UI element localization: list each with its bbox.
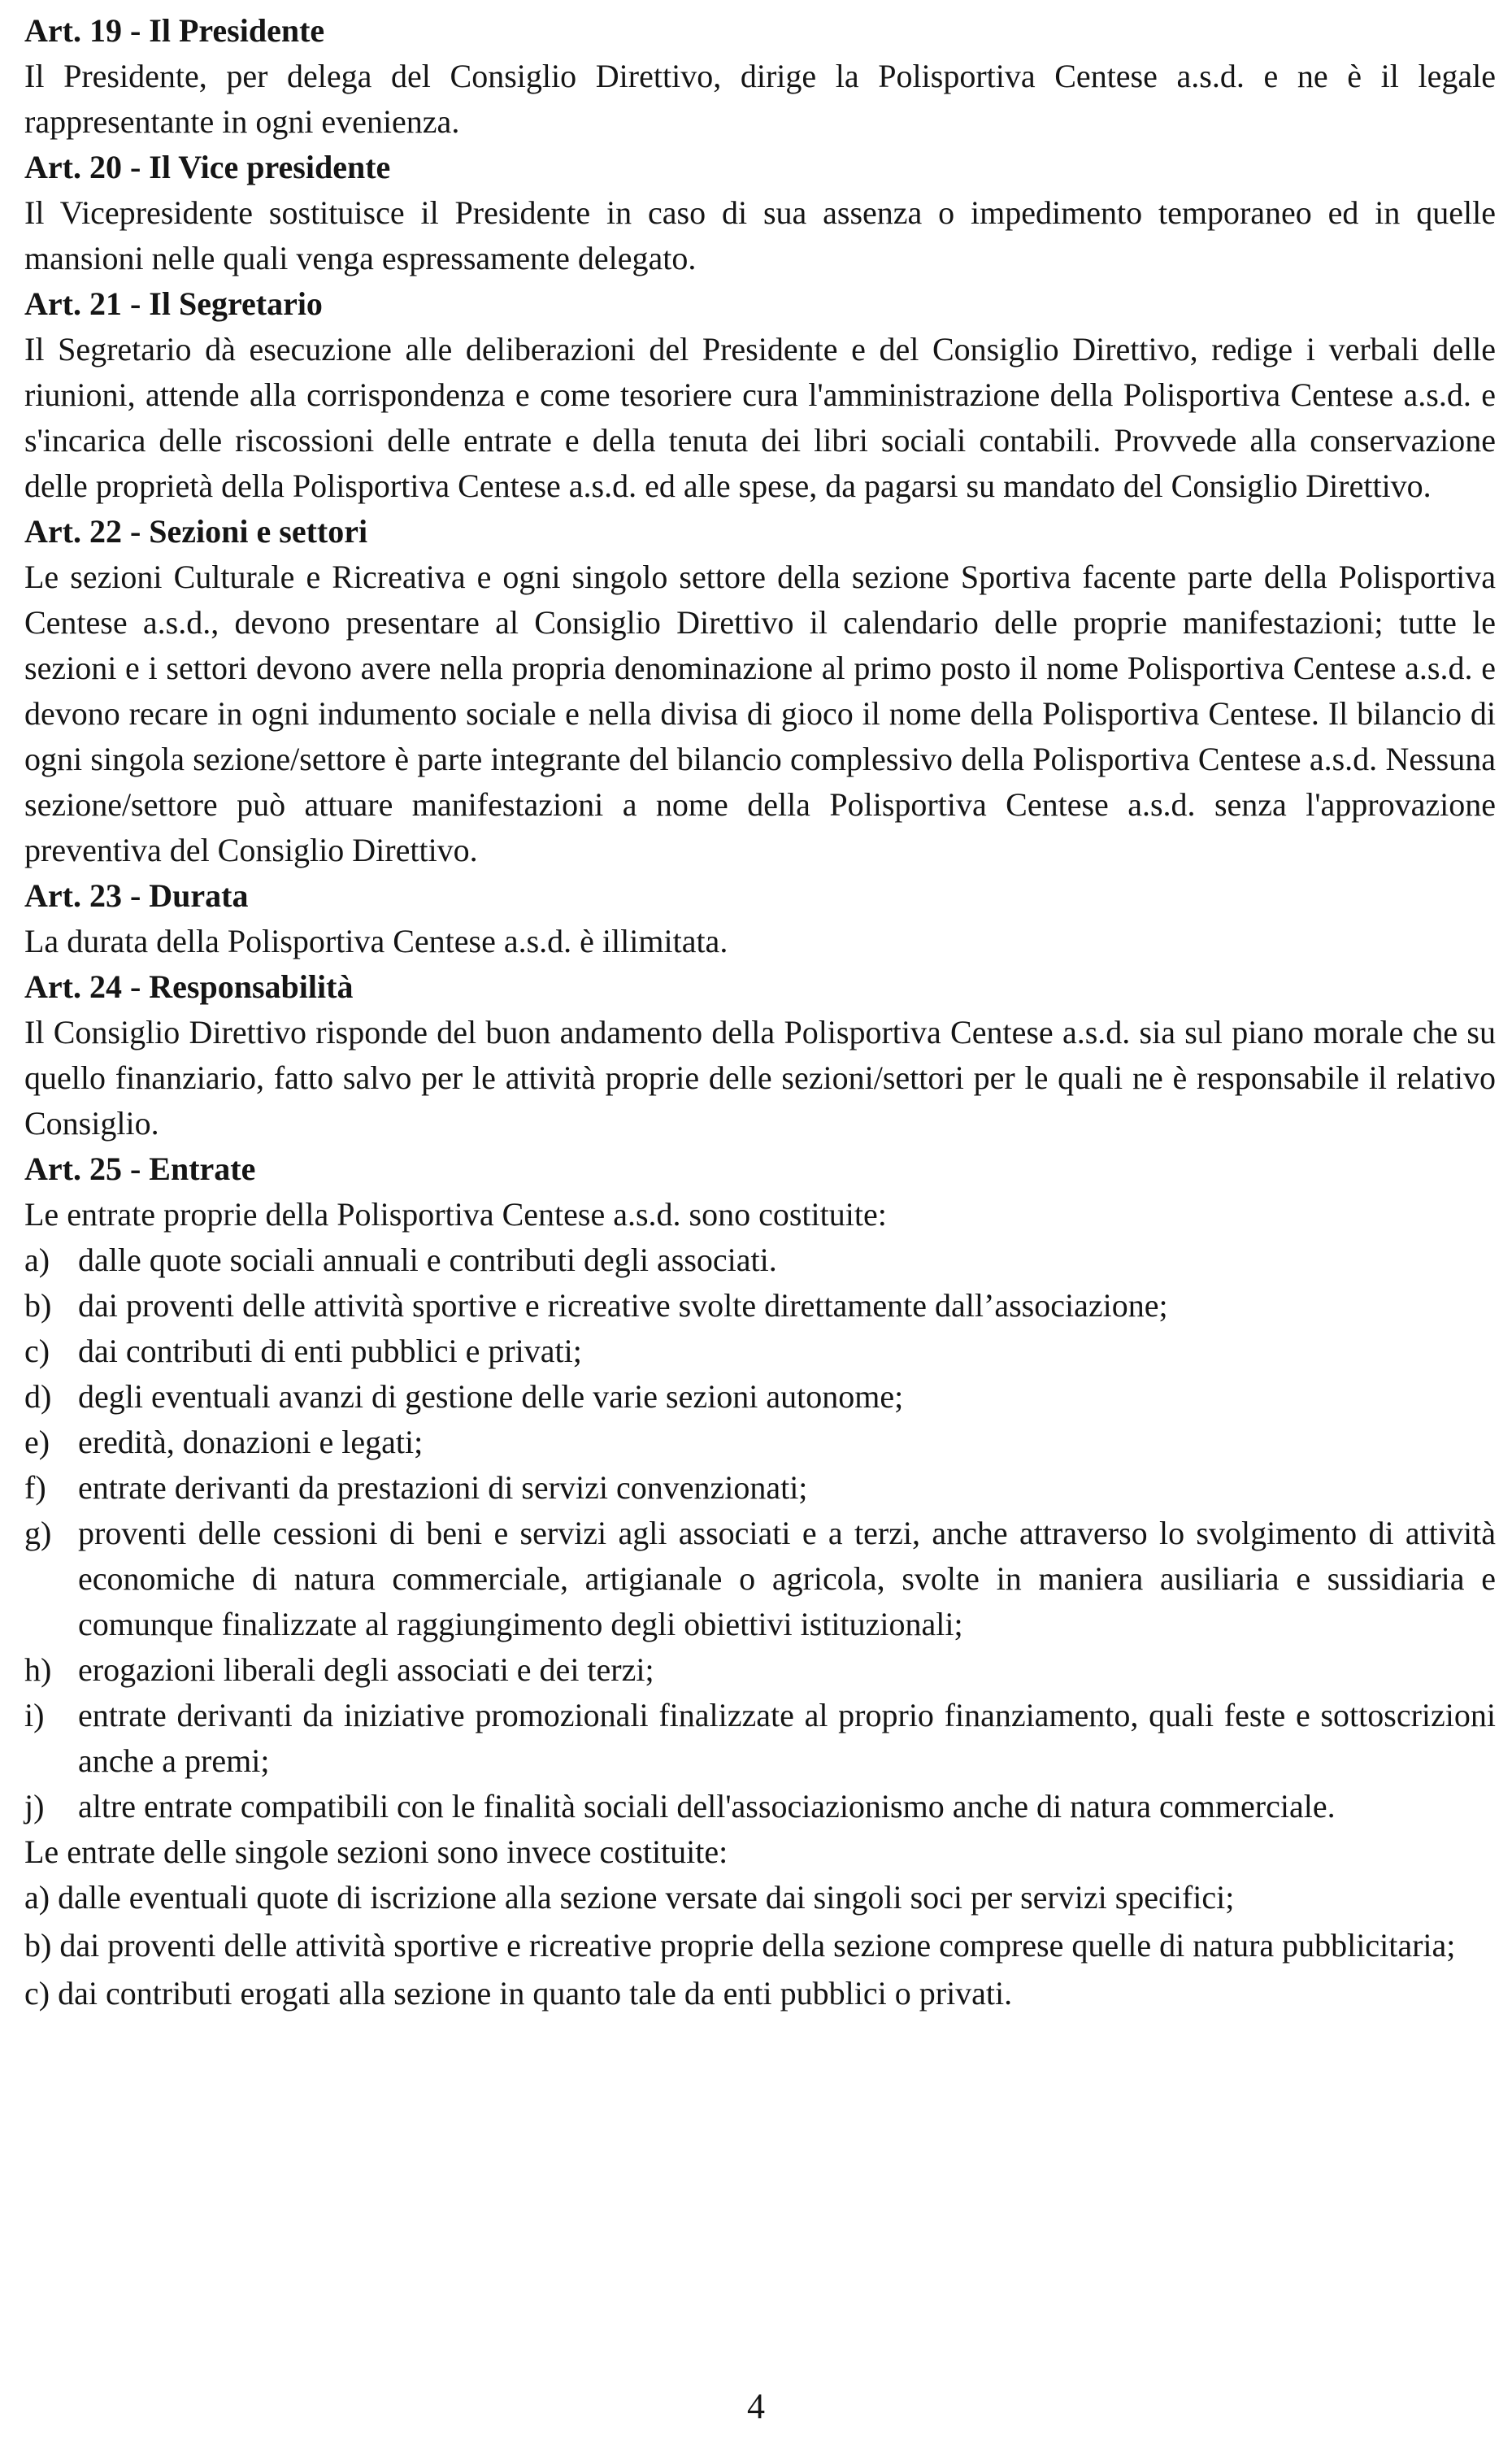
article-paragraph: La durata della Polisportiva Centese a.s.d. è illimitata. [24,923,728,959]
article-intro: Le entrate proprie della Polisportiva Centese a.s.d. sono costituite: [24,1196,887,1233]
list-item [24,1374,1496,1420]
list-item-marker: i) [24,1697,45,1733]
list-item-marker: b) [24,1287,52,1324]
page-number: 4 [747,2386,765,2426]
article-25 [24,1146,1496,2016]
list-item-marker: e) [24,1424,50,1460]
list-item-marker: f) [24,1469,46,1506]
section-list-item: c) dai contributi erogati alla sezione in quanto tale da enti pubblici o privati. [24,1975,1013,2012]
entrate-list [24,1237,1496,1829]
list-item-marker: h) [24,1651,52,1688]
article-22 [24,509,1496,873]
article-title: Art. 19 - Il Presidente [24,12,325,49]
article-title: Art. 21 - Il Segretario [24,285,323,322]
article-title: Art. 23 - Durata [24,877,249,914]
section-entrate-list [24,1875,1496,2016]
list-item-text: proventi delle cessioni di beni e servizi agli associati e a terzi, anche attraverso lo svolgimento di attività economiche di natura commerciale, artigianale o agricola, svolte in maniera ausiliaria e sussidiaria e comunque finalizzate al raggiungimento degli obiettivi istituzionali; [78,1515,1496,1642]
article-paragraph: Il Vicepresidente sostituisce il Presidente in caso di sua assenza o impedimento temporaneo ed in quelle mansioni nelle quali venga espressamente delegato. [24,194,1496,276]
article-title: Art. 22 - Sezioni e settori [24,513,368,550]
list-item-text: eredità, donazioni e legati; [78,1424,424,1460]
list-item [24,1237,1496,1283]
list-item [24,1329,1496,1374]
article-23 [24,873,1496,964]
list-item [24,1283,1496,1329]
list-item [24,1784,1496,1829]
list-item-text: altre entrate compatibili con le finalità sociali dell'associazionismo anche di natura commerciale. [78,1788,1336,1825]
article-21 [24,281,1496,509]
list-item-marker: j) [24,1788,45,1825]
article-title: Art. 20 - Il Vice presidente [24,149,391,185]
list-item-marker: c) [24,1333,50,1369]
article-title: Art. 24 - Responsabilità [24,968,354,1005]
list-item-marker: d) [24,1378,52,1415]
list-item [24,1465,1496,1511]
article-19 [24,8,1496,145]
article-paragraph: Il Segretario dà esecuzione alle deliberazioni del Presidente e del Consiglio Direttivo, redige i verbali delle riunioni, attende alla corrispondenza e come tesoriere cura l'amministrazione della Polisportiva Centese a.s.d. e s'incarica delle riscossioni delle entrate e della tenuta dei libri sociali contabili. Provvede alla conservazione delle proprietà della Polisportiva Centese a.s.d. ed alle spese, da pagarsi su mandato del Consiglio Direttivo. [24,331,1496,504]
article-title: Art. 25 - Entrate [24,1150,256,1187]
article-paragraph: Il Consiglio Direttivo risponde del buon andamento della Polisportiva Centese a.s.d. sia sul piano morale che su quello finanziario, fatto salvo per le attività proprie delle sezioni/settori per le quali ne è responsabile il relativo Consiglio. [24,1014,1496,1142]
list-item-text: degli eventuali avanzi di gestione delle varie sezioni autonome; [78,1378,904,1415]
article-paragraph: Le sezioni Culturale e Ricreativa e ogni singolo settore della sezione Sportiva facente parte della Polisportiva Centese a.s.d., devono presentare al Consiglio Direttivo il calendario delle proprie manifestazioni; tutte le sezioni e i settori devono avere nella propria denominazione al primo posto il nome Polisportiva Centese a.s.d. e devono recare in ogni indumento sociale e nella divisa di gioco il nome della Polisportiva Centese. Il bilancio di ogni singola sezione/settore è parte integrante del bilancio complessivo della Polisportiva Centese a.s.d. Nessuna sezione/settore può attuare manifestazioni a nome della Polisportiva Centese a.s.d. senza l'approvazione preventiva del Consiglio Direttivo. [24,559,1496,868]
list-item-text: erogazioni liberali degli associati e dei terzi; [78,1651,654,1688]
list-item-text: entrate derivanti da iniziative promozionali finalizzate al proprio finanziamento, quali feste e sottoscrizioni anche a premi; [78,1697,1496,1779]
article-24 [24,964,1496,1146]
list-item-text: entrate derivanti da prestazioni di servizi convenzionati; [78,1469,808,1506]
list-item-marker: a) [24,1242,50,1278]
list-item-marker: g) [24,1515,52,1551]
list-item-text: dai contributi di enti pubblici e privati; [78,1333,582,1369]
list-item [24,1647,1496,1693]
article-paragraph: Il Presidente, per delega del Consiglio Direttivo, dirige la Polisportiva Centese a.s.d. e ne è il legale rappresentante in ogni evenienza. [24,58,1496,140]
list-item-text: dai proventi delle attività sportive e ricreative svolte direttamente dall’associazione; [78,1287,1168,1324]
list-item [24,1511,1496,1647]
list-item [24,1693,1496,1784]
article-20 [24,145,1496,281]
section-list-item: b) dai proventi delle attività sportive e ricreative proprie della sezione comprese quelle di natura pubblicitaria; [24,1927,1456,1964]
list-item-text: dalle quote sociali annuali e contributi degli associati. [78,1242,777,1278]
section-list-item: a) dalle eventuali quote di iscrizione alla sezione versate dai singoli soci per servizi specifici; [24,1879,1235,1916]
sections-intro: Le entrate delle singole sezioni sono invece costituite: [24,1833,728,1870]
list-item [24,1420,1496,1465]
